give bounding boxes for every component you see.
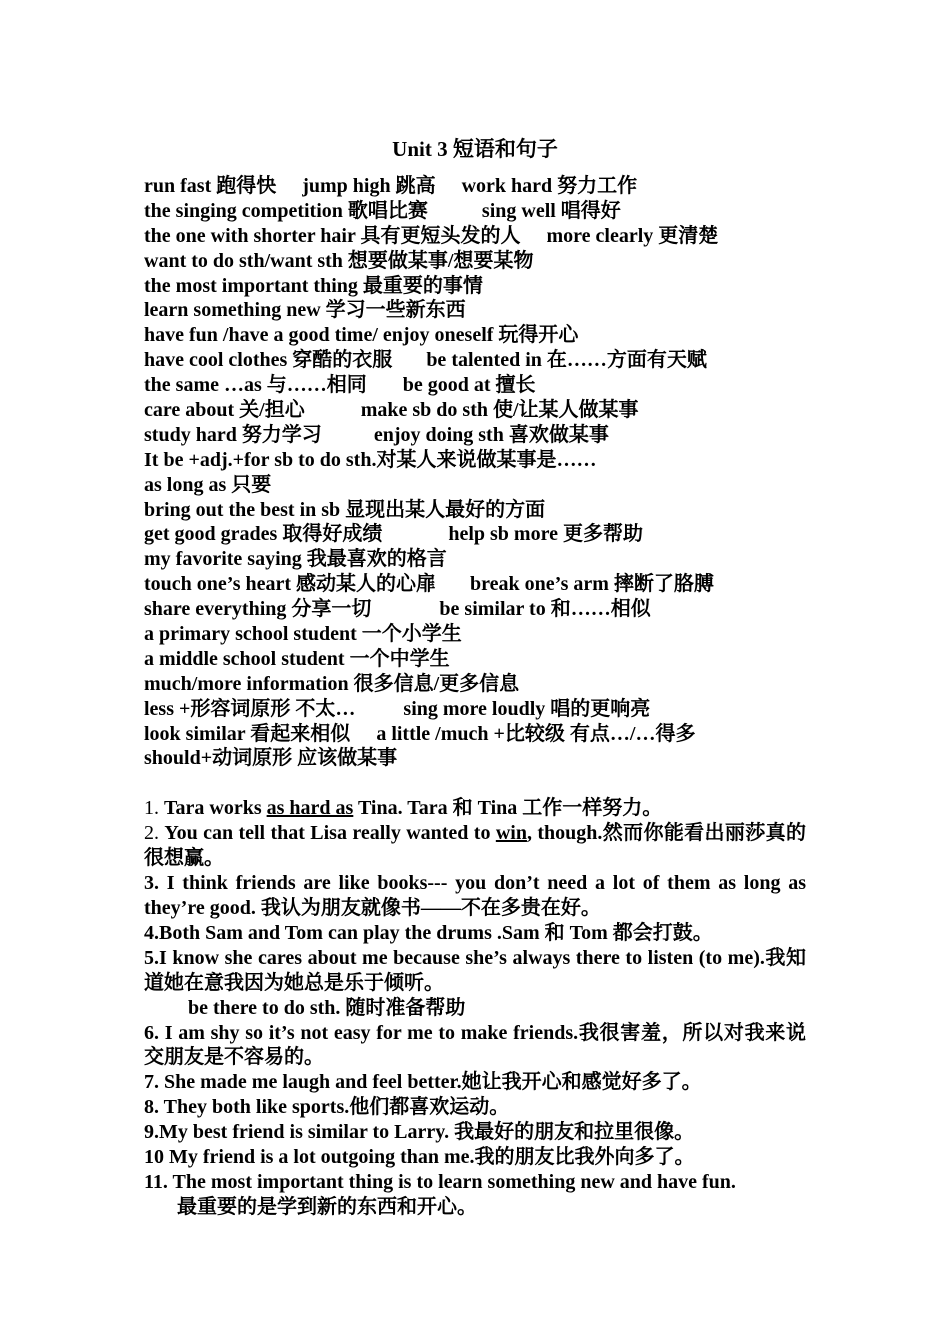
section-gap [144, 771, 806, 796]
phrase-line [144, 373, 806, 398]
phrase-line [144, 298, 806, 323]
phrase: my favorite saying 我最喜欢的格言 [144, 548, 447, 571]
sentence-text: You can tell that Lisa really wanted to [164, 822, 496, 845]
underlined-phrase: win [495, 822, 527, 845]
phrase: make sb do sth 使/让某人做某事 [360, 399, 639, 422]
sentence-text: Tara works [164, 797, 267, 820]
phrase-line [144, 423, 806, 448]
phrase-list [144, 174, 806, 771]
sentence-note: 最重要的是学到新的东西和开心。 [177, 1195, 477, 1218]
phrase: want to do sth/want sth 想要做某事/想要某物 [144, 249, 534, 272]
phrase: more clearly 更清楚 [546, 224, 719, 247]
phrase-line [144, 622, 806, 647]
sentence-item: 10 My friend is a lot outgoing than me.我的朋友比我外向多了。 [144, 1146, 695, 1169]
sentence-item: 3. I think friends are like books--- you don’t need a lot of them as long as they’re good. 我认为朋友就像书——不在多贵在好。 [144, 872, 806, 919]
sentence-text: Tina. Tara 和 Tina 工作一样努力。 [353, 797, 663, 820]
phrase-line [144, 398, 806, 423]
phrase: be talented in 在……方面有天赋 [426, 349, 707, 372]
phrase: touch one’s heart 感动某人的心扉 [144, 573, 437, 596]
phrase: should+动词原形 应该做某事 [144, 747, 398, 770]
phrase: be good at 擅长 [402, 374, 536, 397]
phrase-line [144, 572, 806, 597]
phrase: have cool clothes 穿酷的衣服 [144, 349, 393, 372]
phrase: It be +adj.+for sb to do sth.对某人来说做某事是…… [144, 448, 597, 471]
sentence-item: 8. They both like sports.他们都喜欢运动。 [144, 1096, 510, 1119]
phrase: study hard 努力学习 [144, 423, 322, 446]
sentence-item: 5.I know she cares about me because she’s always there to listen (to me).我知道她在意我因为她总是乐于倾听。 [144, 946, 806, 994]
sentence-text: , though.然而你能看出丽莎真的很想赢。 [144, 822, 807, 870]
phrase: jump high 跳高 [302, 175, 436, 197]
phrase: break one’s arm 摔断了胳膊 [470, 573, 714, 596]
phrase: less +形容词原形 不太… [144, 697, 356, 720]
sentence-item: 9.My best friend is similar to Larry. 我最好的朋友和拉里很像。 [144, 1121, 695, 1144]
underlined-phrase: as hard as [266, 797, 354, 820]
phrase: a middle school student 一个中学生 [144, 647, 450, 670]
phrase-line [144, 174, 806, 199]
sentence-item: 11. The most important thing is to learn something new and have fun. [144, 1170, 736, 1193]
phrase: get good grades 取得好成绩 [144, 523, 383, 546]
phrase: bring out the best in sb 显现出某人最好的方面 [144, 498, 546, 521]
phrase-line [144, 647, 806, 672]
phrase-line [144, 498, 806, 523]
phrase-line [144, 249, 806, 274]
sentence-item: 7. She made me laugh and feel better.她让我开心和感觉好多了。 [144, 1071, 702, 1094]
phrase: share everything 分享一切 [144, 598, 372, 621]
phrase: help sb more 更多帮助 [448, 523, 643, 546]
phrase-line [144, 199, 806, 224]
phrase: care about 关/担心 [144, 399, 305, 422]
phrase: sing more loudly 唱的更响亮 [403, 697, 651, 720]
phrase: the one with shorter hair 具有更短头发的人 [144, 224, 521, 247]
sentence-number: 2. [144, 822, 165, 845]
phrase: the singing competition 歌唱比赛 [144, 199, 428, 222]
phrase: as long as 只要 [144, 473, 272, 496]
phrase-line [144, 473, 806, 498]
phrase: much/more information 很多信息/更多信息 [144, 672, 520, 695]
sentence-item [144, 796, 806, 821]
phrase: work hard 努力工作 [461, 175, 638, 197]
phrase: have fun /have a good time/ enjoy oneself 玩得开心 [144, 324, 579, 347]
phrase-line [144, 522, 806, 547]
phrase: a primary school student 一个小学生 [144, 623, 462, 646]
phrase-line [144, 547, 806, 572]
phrase: the most important thing 最重要的事情 [144, 274, 483, 297]
phrase: the same …as 与……相同 [144, 374, 367, 397]
page-title: Unit 3 短语和句子 [392, 137, 558, 161]
phrase: be similar to 和……相似 [439, 598, 651, 621]
phrase-line [144, 697, 806, 722]
sentence-item [144, 821, 806, 871]
phrase: a little /much +比较级 有点…/…得多 [376, 722, 696, 745]
document-page [144, 134, 806, 1220]
sentence-number: 1. [144, 797, 164, 820]
sentence-item: 4.Both Sam and Tom can play the drums .Sam 和 Tom 都会打鼓。 [144, 921, 713, 944]
phrase: look similar 看起来相似 [144, 722, 351, 745]
phrase-line [144, 746, 806, 771]
phrase: enjoy doing sth 喜欢做某事 [373, 423, 609, 446]
phrase-line [144, 274, 806, 299]
phrase: learn something new 学习一些新东西 [144, 299, 466, 322]
phrase-line [144, 672, 806, 697]
sentence-note: be there to do sth. 随时准备帮助 [188, 996, 466, 1019]
sentence-item: 6. I am shy so it’s not easy for me to make friends.我很害羞，所以对我来说交朋友是不容易的。 [144, 1021, 806, 1069]
phrase-line [144, 348, 806, 373]
phrase: sing well 唱得好 [481, 199, 621, 222]
phrase-line [144, 224, 806, 249]
phrase-line [144, 323, 806, 348]
sentence-list [144, 796, 806, 1219]
phrase: run fast 跑得快 [144, 175, 277, 197]
phrase-line [144, 597, 806, 622]
phrase-line [144, 448, 806, 473]
phrase-line [144, 722, 806, 747]
